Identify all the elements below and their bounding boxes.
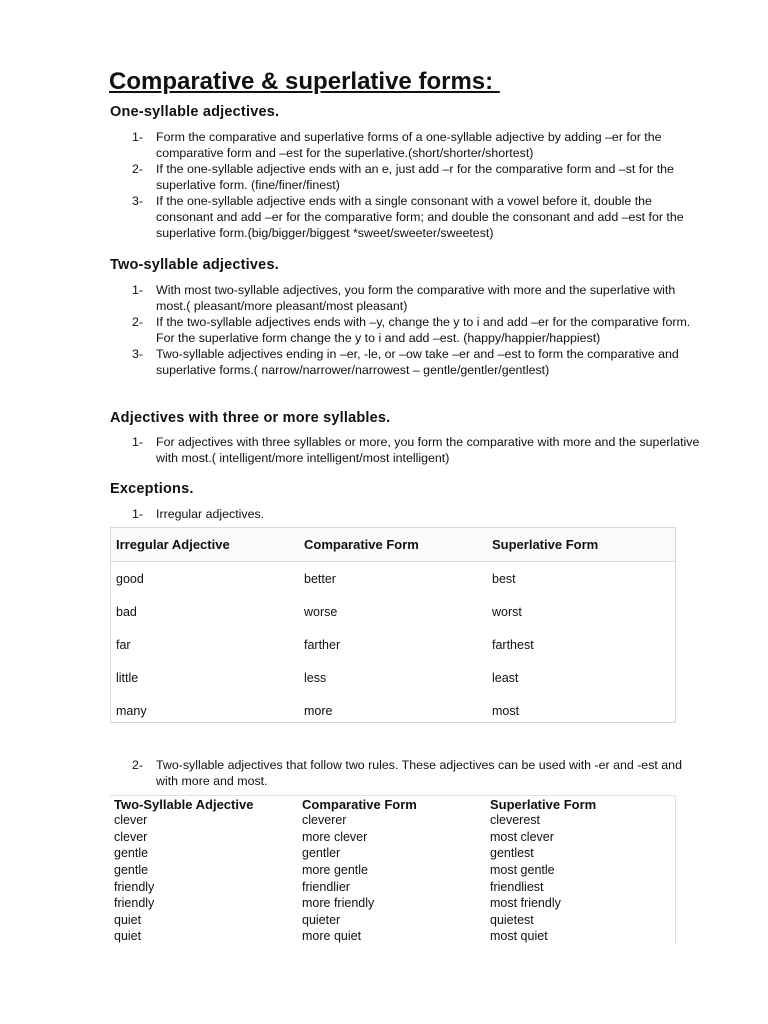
table-cell: farther (304, 637, 341, 652)
list-item (110, 757, 700, 789)
table-cell: better (304, 571, 336, 586)
column-header: Comparative Form (302, 797, 417, 812)
two-rule-adjectives-table (110, 795, 676, 945)
list-number: 2- (132, 162, 144, 176)
list-number: 3- (132, 194, 144, 208)
section-heading-one-syllable: One-syllable adjectives. (110, 104, 280, 120)
table-cell: gentle (114, 863, 149, 878)
list-item (110, 193, 700, 241)
table-cell: cleverest (490, 813, 541, 828)
table-row (110, 895, 675, 912)
table-cell: more clever (302, 829, 368, 844)
table-row (111, 694, 675, 727)
table-row (111, 661, 675, 694)
table-cell: more friendly (302, 896, 375, 911)
table-cell: most friendly (490, 896, 561, 911)
list-number: 1- (132, 283, 144, 297)
three-syllable-list (110, 434, 700, 466)
table-header (110, 796, 675, 812)
list-number: 2- (132, 758, 144, 772)
table-cell: quiet (114, 912, 142, 927)
list-text: With most two-syllable adjectives, you form the comparative with more and the superlative with most.( pleasant/more pleasant/most pleasant) (156, 283, 676, 313)
list-text: Form the comparative and superlative forms of a one-syllable adjective by adding –er for the comparative form and –est for the superlative.(short/shorter/shortest) (156, 130, 662, 160)
table-cell: most (492, 703, 520, 718)
column-header: Comparative Form (304, 537, 419, 552)
table-cell: clever (114, 829, 148, 844)
list-number: 3- (132, 347, 144, 361)
list-text: For adjectives with three syllables or more, you form the comparative with more and the superlative with most.( intelligent/more intelligent/most intelligent) (156, 435, 700, 465)
list-item (110, 161, 700, 193)
table-header (111, 528, 675, 562)
table-cell: most clever (490, 829, 554, 844)
list-number: 1- (132, 130, 144, 144)
two-syllable-list (110, 282, 700, 378)
table-cell: more quiet (302, 929, 362, 944)
table-cell: most quiet (490, 929, 548, 944)
column-header: Irregular Adjective (116, 537, 230, 552)
table-cell: quietest (490, 912, 534, 927)
table-row (110, 912, 675, 929)
table-cell: more gentle (302, 863, 369, 878)
table-row (110, 928, 675, 945)
table-cell: many (116, 703, 147, 718)
irregular-adjectives-table (110, 527, 676, 723)
list-text: Two-syllable adjectives that follow two rules. These adjectives can be used with -er and -est and with more and most. (156, 758, 682, 788)
exceptions-item-1 (110, 506, 700, 522)
table-cell: most gentle (490, 863, 555, 878)
list-text: If the one-syllable adjective ends with a single consonant with a vowel before it, double the consonant and add –er for the comparative form; and double the consonant and add –est for the superlative form.(big/bigger/biggest *sweet/sweeter/sweetest) (156, 194, 684, 240)
list-item (110, 434, 700, 466)
section-heading-two-syllable: Two-syllable adjectives. (110, 257, 279, 273)
table-row (110, 812, 675, 829)
table-cell: good (116, 571, 144, 586)
table-row (110, 862, 675, 879)
section-heading-three-syllable: Adjectives with three or more syllables. (110, 410, 391, 426)
table-cell: quiet (114, 929, 142, 944)
table-cell: quieter (302, 912, 341, 927)
table-row (110, 829, 675, 846)
list-item (110, 129, 700, 161)
list-text: Two-syllable adjectives ending in –er, -le, or –ow take –er and –est to form the comparative and superlative forms.( narrow/narrower/narrowest – gentle/gentler/gentlest) (156, 347, 679, 377)
table-cell: least (492, 670, 519, 685)
column-header: Two-Syllable Adjective (114, 797, 254, 812)
table-cell: worse (304, 604, 338, 619)
list-text: Irregular adjectives. (156, 507, 265, 521)
list-number: 1- (132, 507, 144, 521)
list-item (110, 282, 700, 314)
list-number: 1- (132, 435, 144, 449)
list-number: 2- (132, 315, 144, 329)
table-cell: gentlest (490, 846, 534, 861)
page-title: Comparative & superlative forms: (109, 68, 500, 95)
table-cell: far (116, 637, 131, 652)
table-row (111, 562, 675, 595)
list-text: If the two-syllable adjectives ends with –y, change the y to i and add –er for the comparative form. For the superlative form change the y to i and add –est. (happy/happier/happiest) (156, 315, 691, 345)
table-cell: gentler (302, 846, 341, 861)
list-item (110, 314, 700, 346)
table-cell: gentle (114, 846, 149, 861)
table-cell: worst (492, 604, 522, 619)
table-cell: friendly (114, 896, 155, 911)
table-cell: more (304, 703, 333, 718)
table-row (111, 595, 675, 628)
column-header: Superlative Form (492, 537, 599, 552)
table-cell: friendliest (490, 879, 544, 894)
one-syllable-list (110, 129, 700, 241)
table-cell: clever (114, 813, 148, 828)
table-cell: bad (116, 604, 137, 619)
table-cell: farthest (492, 637, 534, 652)
list-text: If the one-syllable adjective ends with an e, just add –r for the comparative form and –st for the superlative form. (fine/finer/finest) (156, 162, 674, 192)
table-cell: cleverer (302, 813, 347, 828)
table-row (110, 845, 675, 862)
list-item (110, 346, 700, 378)
table-row (110, 878, 675, 895)
table-cell: friendly (114, 879, 155, 894)
table-cell: friendlier (302, 879, 350, 894)
section-heading-exceptions: Exceptions. (110, 481, 194, 497)
table-cell: little (116, 670, 139, 685)
list-item (110, 506, 700, 522)
table-row (111, 628, 675, 661)
exceptions-item-2 (110, 757, 700, 789)
table-cell: best (492, 571, 516, 586)
table-cell: less (304, 670, 327, 685)
column-header: Superlative Form (490, 797, 597, 812)
